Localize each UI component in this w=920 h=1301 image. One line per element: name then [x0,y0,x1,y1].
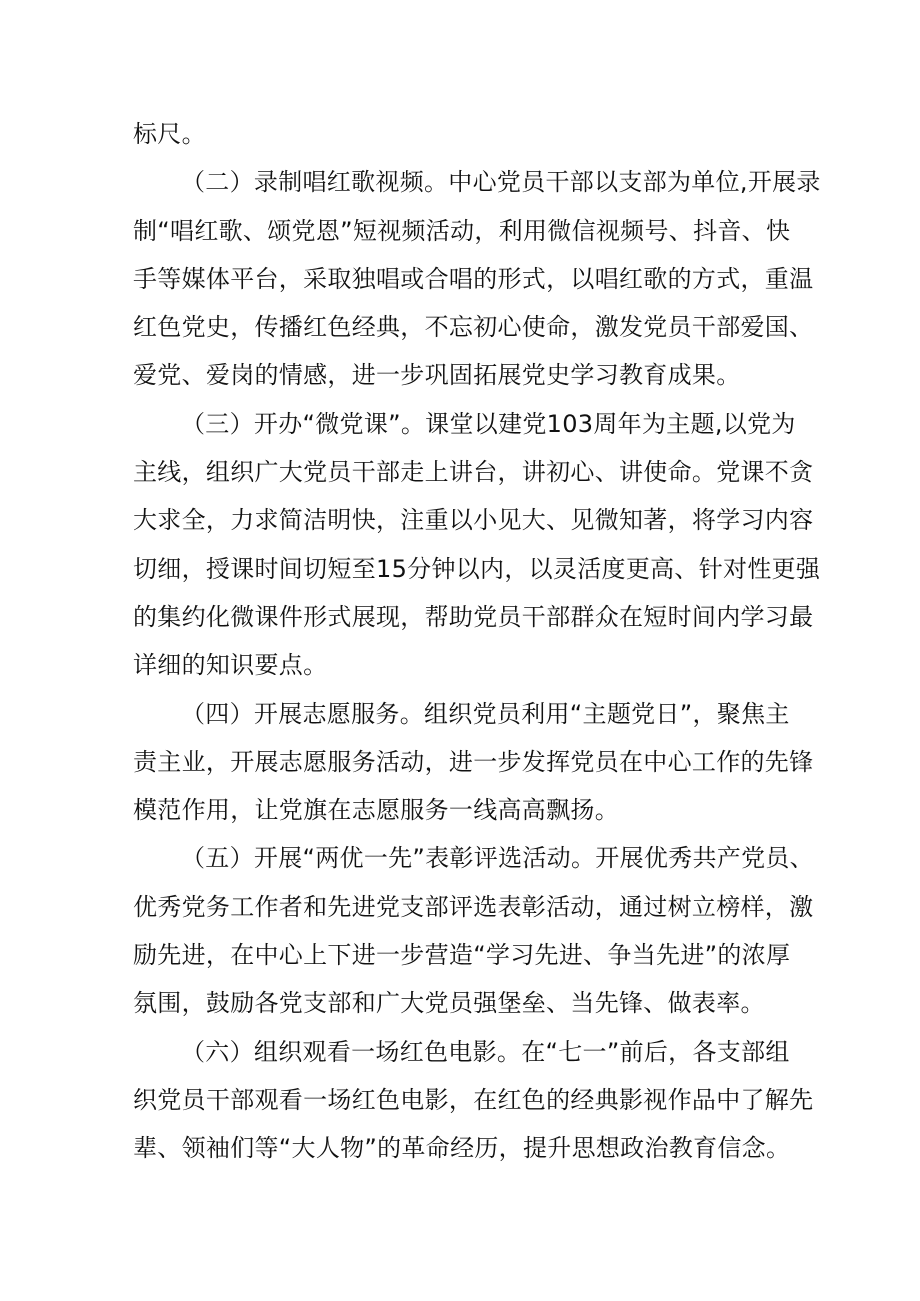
text-line: 详细的知识要点。 [133,651,328,680]
text-line: 标尺。 [133,120,206,148]
paragraph-5-start: （五）开展“两优一先”表彰评选活动。开展优秀共产党员、 [181,844,814,873]
document-body [133,110,821,1173]
text-line: 主线，组织广大党员干部走上讲台，讲初心、讲使命。党课不贪 [133,458,814,487]
text-line: 红色党史，传播红色经典，不忘初心使命，激发党员干部爱国、 [133,313,814,342]
text-line: 励先进，在中心上下进一步营造“学习先进、争当先进”的浓厚 [133,941,791,970]
paragraph-3-start: （三）开办“微党课”。课堂以建党103周年为主题,以党为 [181,409,796,438]
text-line: 氛围，鼓励各党支部和广大党员强堡垒、当先锋、做表率。 [133,989,765,1018]
text-line: 模范作用，让党旗在志愿服务一线高高飘扬。 [133,796,619,825]
text-line: 大求全，力求简洁明快，注重以小见大、见微知著，将学习内容 [133,506,814,535]
text-line: 切细，授课时间切短至15分钟以内，以灵活度更高、针对性更强 [133,554,821,583]
paragraph-6-start: （六）组织观看一场红色电影。在“七一”前后，各支部组 [181,1037,790,1066]
text-line: 手等媒体平台，采取独唱或合唱的形式，以唱红歌的方式，重温 [133,264,814,293]
text-line: 优秀党务工作者和先进党支部评选表彰活动，通过树立榜样，激 [133,892,814,921]
paragraph-4-start: （四）开展志愿服务。组织党员利用“主题党日”，聚焦主 [181,699,790,728]
text-line: 的集约化微课件形式展现，帮助党员干部群众在短时间内学习最 [133,602,814,631]
text-line: 辈、领袖们等“大人物”的革命经历，提升思想政治教育信念。 [133,1134,791,1163]
text-line: 责主业，开展志愿服务活动，进一步发挥党员在中心工作的先锋 [133,747,814,776]
text-line: 爱党、爱岗的情感，进一步巩固拓展党史学习教育成果。 [133,361,741,390]
text-line: 织党员干部观看一场红色电影，在红色的经典影视作品中了解先 [133,1085,814,1114]
paragraph-2-start: （二）录制唱红歌视频。中心党员干部以支部为单位,开展录 [181,168,821,197]
text-line: 制“唱红歌、颂党恩”短视频活动，利用微信视频号、抖音、快 [133,216,791,245]
